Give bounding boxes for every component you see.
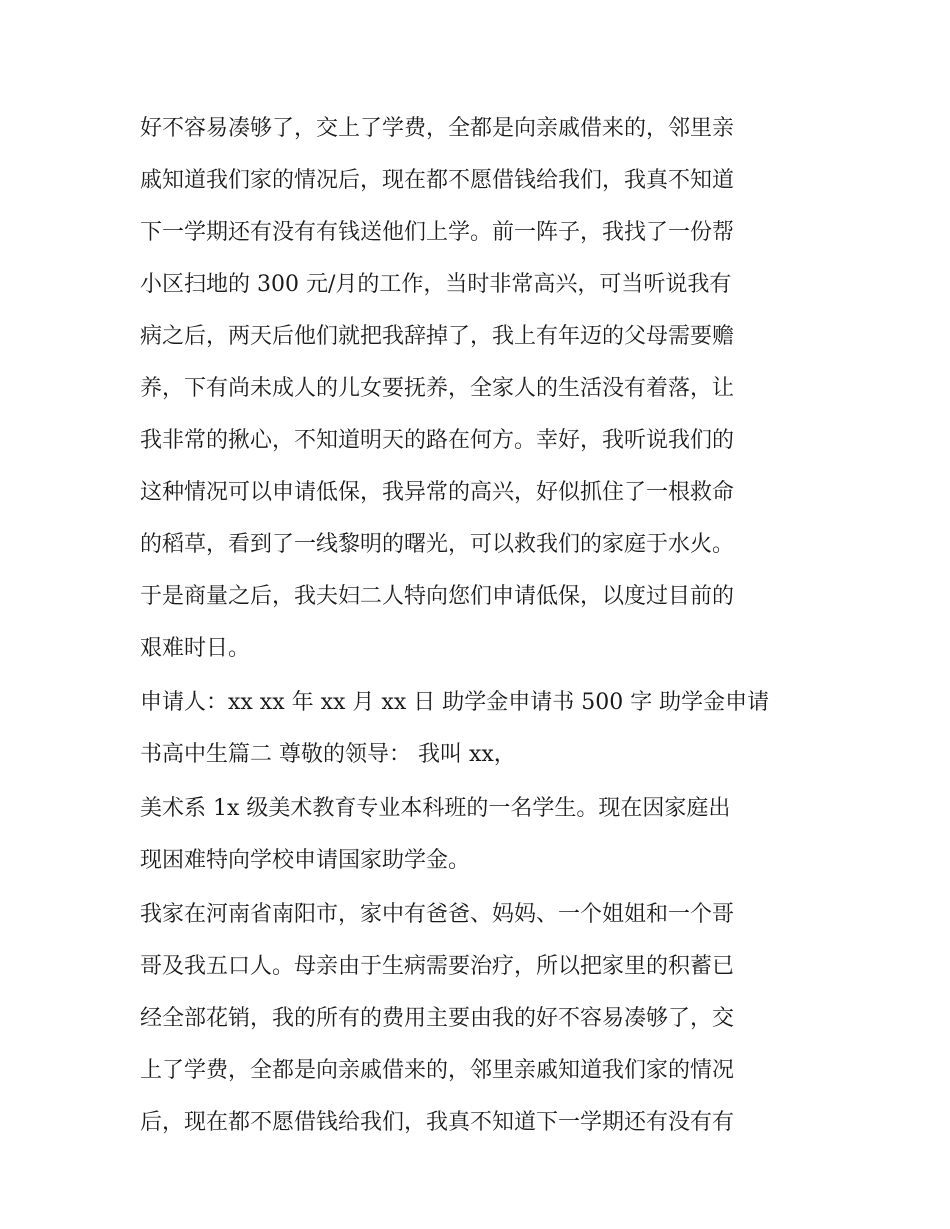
text-line: 的稻草，看到了一线黎明的曙光，可以救我们的家庭于水火。 [140,532,735,557]
text-line: 我非常的揪心，不知道明天的路在何方。幸好，我听说我们的 [140,428,735,453]
text-line: 书高中生篇二 尊敬的领导： 我叫 xx， [140,742,516,767]
text-line: 哥及我五口人。母亲由于生病需要治疗，所以把家里的积蓄已 [140,954,735,979]
document-body [140,103,830,1149]
text-line: 上了学费，全都是向亲戚借来的，邻里亲戚知道我们家的情况 [140,1058,735,1083]
text-line: 后，现在都不愿借钱给我们，我真不知道下一学期还有没有有 [140,1110,735,1135]
text-line: 小区扫地的 300 元/月的工作，当时非常高兴，可当听说我有 [140,272,732,297]
paragraph-3 [140,783,830,887]
paragraph-2 [140,677,830,781]
text-line: 下一学期还有没有有钱送他们上学。前一阵子，我找了一份帮 [140,220,735,245]
paragraph-1 [140,103,830,675]
paragraph-4 [140,889,830,1149]
text-line: 艰难时日。 [140,636,251,661]
text-line: 美术系 1x 级美术教育专业本科班的一名学生。现在因家庭出 [140,796,731,821]
text-line: 戚知道我们家的情况后，现在都不愿借钱给我们，我真不知道 [140,168,735,193]
text-line: 养，下有尚未成人的儿女要抚养，全家人的生活没有着落，让 [140,376,735,401]
text-line: 现困难特向学校申请国家助学金。 [140,848,471,873]
text-line: 病之后，两天后他们就把我辞掉了，我上有年迈的父母需要赡 [140,324,735,349]
text-line: 这种情况可以申请低保，我异常的高兴，好似抓住了一根救命 [140,480,735,505]
text-line: 好不容易凑够了，交上了学费，全都是向亲戚借来的，邻里亲 [140,116,735,141]
text-line: 申请人：xx xx 年 xx 月 xx 日 助学金申请书 500 字 助学金申请 [140,690,770,715]
text-line: 经全部花销，我的所有的费用主要由我的好不容易凑够了，交 [140,1006,735,1031]
text-line: 于是商量之后，我夫妇二人特向您们申请低保，以度过目前的 [140,584,735,609]
text-line: 我家在河南省南阳市，家中有爸爸、妈妈、一个姐姐和一个哥 [140,902,735,927]
